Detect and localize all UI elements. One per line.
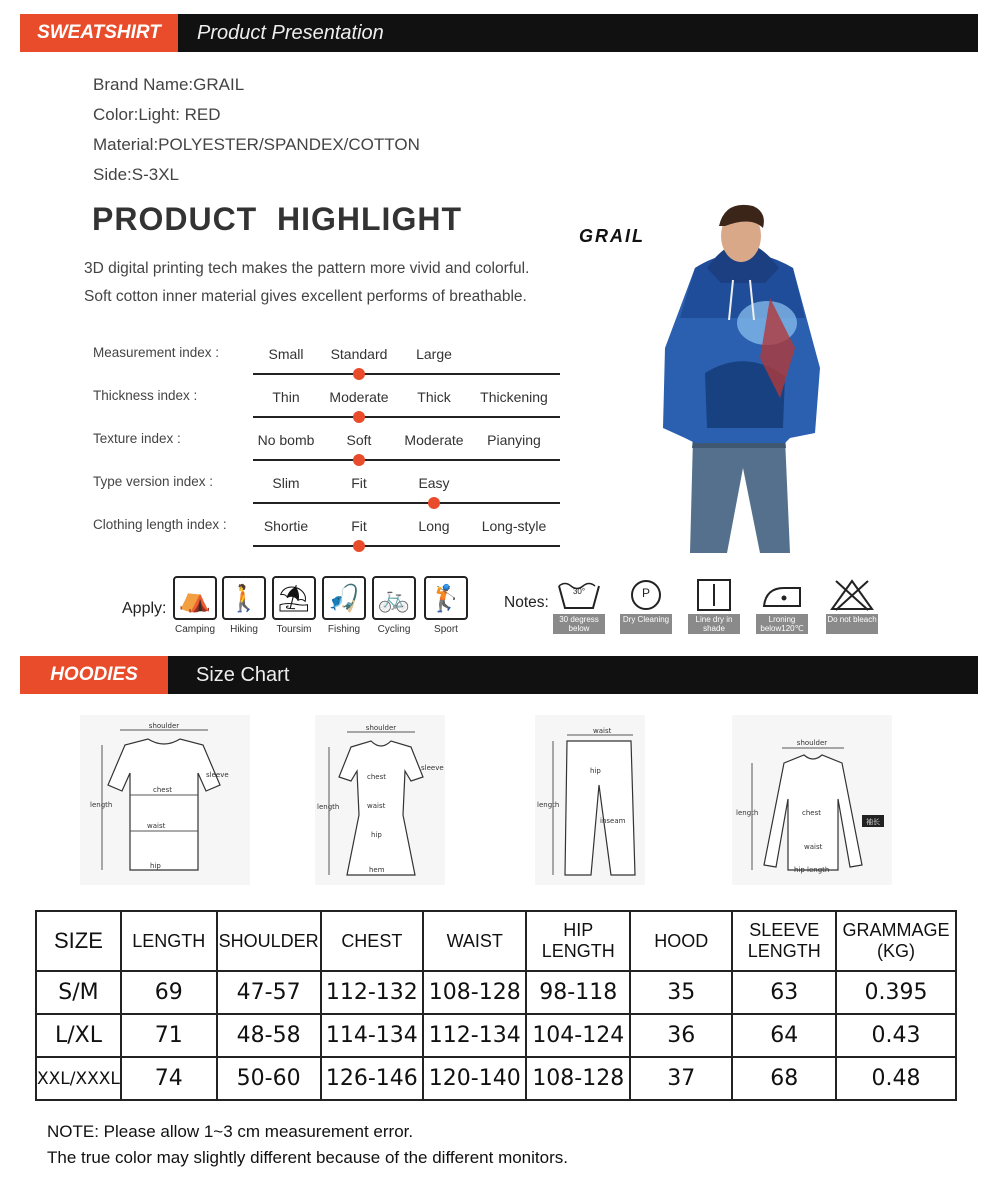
highlight-line: 3D digital printing tech makes the pattern more vivid and colorful. bbox=[84, 260, 530, 277]
diagram-label: sleeve bbox=[421, 764, 444, 772]
diagram-label: length bbox=[317, 803, 340, 811]
table-header: WAIST bbox=[423, 911, 526, 971]
activity-caption: Camping bbox=[174, 624, 216, 635]
dress-diagram bbox=[315, 715, 445, 885]
table-cell: L/XL bbox=[36, 1014, 121, 1057]
golf-icon: 🏌 bbox=[424, 576, 468, 620]
table-cell: 64 bbox=[732, 1014, 836, 1057]
index-option: Thick bbox=[417, 389, 451, 405]
activity-item bbox=[222, 576, 266, 635]
table-header: HIP LENGTH bbox=[526, 911, 630, 971]
banner-title: Size Chart bbox=[196, 664, 290, 686]
table-cell: 0.395 bbox=[836, 971, 956, 1014]
diagram-label: chest bbox=[367, 773, 386, 781]
size-table bbox=[35, 910, 957, 1101]
footer-note: NOTE: Please allow 1~3 cm measurement error. bbox=[47, 1122, 414, 1141]
index-label: Texture index : bbox=[93, 431, 181, 446]
index-option: Thin bbox=[272, 389, 300, 405]
table-cell: 69 bbox=[121, 971, 217, 1014]
table-header: SHOULDER bbox=[217, 911, 321, 971]
diagram-label: length bbox=[537, 801, 560, 809]
hiker-icon: 🚶 bbox=[222, 576, 266, 620]
index-label: Type version index : bbox=[93, 474, 214, 489]
care-caption: Lroning below120℃ bbox=[756, 614, 808, 634]
activity-item bbox=[322, 576, 366, 635]
table-cell: 0.48 bbox=[836, 1057, 956, 1100]
index-option: Long bbox=[418, 518, 450, 534]
table-cell: 112-132 bbox=[321, 971, 423, 1014]
line-dry-icon bbox=[688, 576, 740, 614]
diagram-label: hem bbox=[369, 866, 385, 874]
index-option: Small bbox=[268, 346, 304, 362]
index-marker bbox=[353, 540, 365, 552]
table-cell: 112-134 bbox=[423, 1014, 526, 1057]
table-cell: 50-60 bbox=[217, 1057, 321, 1100]
index-marker bbox=[353, 454, 365, 466]
index-option: No bomb bbox=[257, 432, 315, 448]
table-header: CHEST bbox=[321, 911, 423, 971]
table-cell: 35 bbox=[630, 971, 732, 1014]
care-item bbox=[553, 576, 605, 634]
care-item bbox=[688, 576, 740, 634]
table-cell: 48-58 bbox=[217, 1014, 321, 1057]
index-scale-line bbox=[253, 416, 560, 418]
activity-caption: Sport bbox=[434, 624, 458, 635]
highlight-line: Soft cotton inner material gives excellent performs of breathable. bbox=[84, 288, 527, 305]
table-cell: 36 bbox=[630, 1014, 732, 1057]
care-caption: 30 degress below bbox=[553, 614, 605, 634]
diagram-label: sleeve bbox=[206, 771, 229, 779]
table-cell: S/M bbox=[36, 971, 121, 1014]
index-option: Moderate bbox=[404, 432, 464, 448]
table-cell: 37 bbox=[630, 1057, 732, 1100]
table-cell: 120-140 bbox=[423, 1057, 526, 1100]
product-presentation-banner bbox=[20, 14, 978, 52]
tshirt-diagram bbox=[80, 715, 250, 885]
table-row bbox=[36, 1014, 956, 1057]
bicycle-icon: 🚲 bbox=[372, 576, 416, 620]
diagram-label: inseam bbox=[600, 817, 626, 825]
grail-logo: GRAIL bbox=[579, 226, 645, 246]
tent-icon: ⛺ bbox=[173, 576, 217, 620]
model-photo bbox=[655, 198, 830, 553]
table-row bbox=[36, 1057, 956, 1100]
diagram-label: hip bbox=[371, 831, 382, 839]
table-cell: 98-118 bbox=[526, 971, 630, 1014]
index-option: Moderate bbox=[329, 389, 389, 405]
index-marker bbox=[428, 497, 440, 509]
care-caption: Do not bleach bbox=[826, 614, 878, 634]
spec-color: Color:Light: RED bbox=[93, 105, 221, 124]
diagram-label: shoulder bbox=[148, 722, 180, 730]
index-scale-line bbox=[253, 373, 560, 375]
care-item bbox=[756, 576, 808, 634]
diagram-label: waist bbox=[367, 802, 386, 810]
index-label: Clothing length index : bbox=[93, 517, 227, 532]
table-cell: 47-57 bbox=[217, 971, 321, 1014]
index-label: Thickness index : bbox=[93, 388, 198, 403]
table-cell: 126-146 bbox=[321, 1057, 423, 1100]
diagram-label: waist bbox=[147, 822, 166, 830]
index-label: Measurement index : bbox=[93, 345, 220, 360]
index-scale-line bbox=[253, 502, 560, 504]
diagram-label: hip bbox=[590, 767, 601, 775]
activity-caption: Fishing bbox=[327, 624, 361, 635]
index-option: Soft bbox=[346, 432, 372, 448]
table-header: SIZE bbox=[36, 911, 121, 971]
diagram-label: 袖长 bbox=[866, 818, 880, 826]
index-marker bbox=[353, 368, 365, 380]
size-chart-banner bbox=[20, 656, 978, 694]
table-header: GRAMMAGE (KG) bbox=[836, 911, 956, 971]
care-symbol-text: 30° bbox=[572, 587, 586, 596]
wash-30-icon bbox=[553, 576, 605, 614]
index-option: Thickening bbox=[480, 389, 548, 405]
table-cell: 114-134 bbox=[321, 1014, 423, 1057]
activity-caption: Cycling bbox=[377, 624, 411, 635]
index-option: Shortie bbox=[263, 518, 309, 534]
diagram-label: length bbox=[736, 809, 759, 817]
notes-label: Notes: bbox=[504, 594, 549, 611]
table-cell: 0.43 bbox=[836, 1014, 956, 1057]
table-header: HOOD bbox=[630, 911, 732, 971]
diagram-label: hip bbox=[150, 862, 161, 870]
no-bleach-icon bbox=[826, 576, 878, 614]
activity-item bbox=[372, 576, 416, 635]
diagram-label: shoulder bbox=[796, 739, 828, 747]
banner-title: Product Presentation bbox=[197, 22, 384, 44]
spec-brand: Brand Name:GRAIL bbox=[93, 75, 245, 94]
banner-tag: SWEATSHIRT bbox=[20, 14, 178, 52]
table-header: LENGTH bbox=[121, 911, 217, 971]
diagram-label: length bbox=[90, 801, 113, 809]
care-item bbox=[826, 576, 878, 634]
table-cell: 74 bbox=[121, 1057, 217, 1100]
diagram-label: chest bbox=[153, 786, 172, 794]
footer-note: The true color may slightly different because of the different monitors. bbox=[47, 1148, 568, 1167]
index-option: Standard bbox=[330, 346, 388, 362]
diagram-label: chest bbox=[802, 809, 821, 817]
index-option: Pianying bbox=[487, 432, 541, 448]
index-option: Fit bbox=[351, 518, 367, 534]
index-option: Easy bbox=[418, 475, 450, 491]
pants-diagram bbox=[535, 715, 645, 885]
index-scale-line bbox=[253, 545, 560, 547]
index-option: Fit bbox=[351, 475, 367, 491]
activity-caption: Toursim bbox=[276, 624, 312, 635]
table-row bbox=[36, 971, 956, 1014]
activity-item bbox=[173, 576, 217, 635]
care-caption: Dry Cleaning bbox=[620, 614, 672, 634]
banner-tag: HOODIES bbox=[20, 656, 168, 694]
care-caption: Line dry in shade bbox=[688, 614, 740, 634]
product-highlight-title: PRODUCT HIGHLIGHT bbox=[92, 201, 462, 237]
diagram-label: shoulder bbox=[365, 724, 397, 732]
diagram-label: waist bbox=[593, 727, 612, 735]
iron-icon bbox=[756, 576, 808, 614]
spec-size: Side:S-3XL bbox=[93, 165, 179, 184]
apply-label: Apply: bbox=[122, 600, 167, 617]
diagram-label: waist bbox=[804, 843, 823, 851]
table-cell: 71 bbox=[121, 1014, 217, 1057]
activity-item bbox=[424, 576, 468, 635]
table-cell: 104-124 bbox=[526, 1014, 630, 1057]
shirt-diagram bbox=[732, 715, 892, 885]
index-marker bbox=[353, 411, 365, 423]
table-header-row bbox=[36, 911, 956, 971]
table-cell: 108-128 bbox=[423, 971, 526, 1014]
index-scale-line bbox=[253, 459, 560, 461]
dry-clean-icon bbox=[620, 576, 672, 614]
care-item bbox=[620, 576, 672, 634]
care-symbol-text: P bbox=[641, 586, 650, 600]
table-header: SLEEVE LENGTH bbox=[732, 911, 836, 971]
picnic-icon: ⛱ bbox=[272, 576, 316, 620]
table-cell: 63 bbox=[732, 971, 836, 1014]
spec-material: Material:POLYESTER/SPANDEX/COTTON bbox=[93, 135, 420, 154]
diagram-label: hip length bbox=[794, 866, 830, 874]
table-cell: XXL/XXXL bbox=[36, 1057, 121, 1100]
index-option: Large bbox=[416, 346, 452, 362]
index-option: Slim bbox=[272, 475, 300, 491]
table-cell: 108-128 bbox=[526, 1057, 630, 1100]
index-option: Long-style bbox=[481, 518, 547, 534]
activity-caption: Hiking bbox=[230, 624, 258, 635]
fishing-icon: 🎣 bbox=[322, 576, 366, 620]
activity-item bbox=[272, 576, 316, 635]
table-cell: 68 bbox=[732, 1057, 836, 1100]
